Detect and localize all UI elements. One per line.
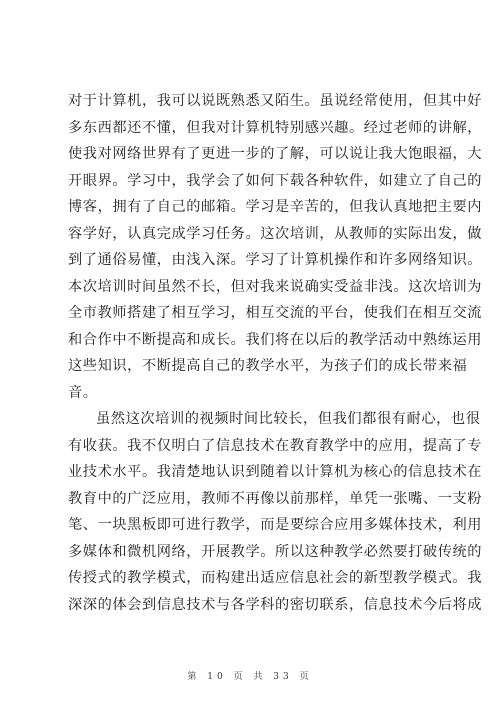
text-line: 深深的体会到信息技术与各学科的密切联系，信息技术今后将成 [68,596,483,613]
text-line: 多东西都还不懂，但我对计算机特别感兴趣。经过老师的讲解， [68,119,483,136]
text-line: 教育中的广泛应用，教师不再像以前那样，单凭一张嘴、一支粉 [68,490,483,507]
text-line: 这些知识，不断提高自己的教学水平，为孩子们的成长带来福 [68,358,468,374]
text-line: 容学好，认真完成学习任务。这次培训，从教师的实际出发，做 [68,225,483,242]
page-number-footer: 第 10 页 共 33 页 [187,672,313,682]
text-line: 全市教师搭建了相互学习，相互交流的平台，使我们在相互交流 [68,305,483,321]
text-line: 开眼界。学习中，我学会了如何下载各种软件，如建立了自己的 [68,172,483,189]
body-text [68,88,483,618]
text-line: 到了通俗易懂，由浅入深。学习了计算机操作和许多网络知识。 [68,252,483,268]
text-line: 博客，拥有了自己的邮箱。学习是辛苦的，但我认真地把主要内 [68,199,483,215]
paragraph-start-line: 虽然这次培训的视频时间比较长，但我们都很有耐心，也很 [96,411,481,427]
text-line: 使我对网络世界有了更进一步的了解，可以说让我大饱眼福，大 [68,146,483,162]
text-line: 传授式的教学模式，而构建出适应信息社会的新型教学模式。我 [68,570,483,586]
text-line: 对于计算机，我可以说既熟悉又陌生。虽说经常使用，但其中好 [68,93,483,109]
text-line: 多媒体和微机网络，开展教学。所以这种教学必然要打破传统的 [68,543,483,560]
text-line: 音。 [68,384,98,401]
text-line: 和合作中不断提高和成长。我们将在以后的教学活动中熟练运用 [68,331,483,348]
text-line: 本次培训时间虽然不长，但对我来说确实受益非浅。这次培训为 [68,278,483,295]
text-line: 业技术水平。我清楚地认识到随着以计算机为核心的信息技术在 [68,464,483,480]
text-line: 笔、一块黑板即可进行教学，而是要综合应用多媒体技术，利用 [68,517,483,533]
text-line: 有收获。我不仅明白了信息技术在教育教学中的应用，提高了专 [68,437,483,454]
